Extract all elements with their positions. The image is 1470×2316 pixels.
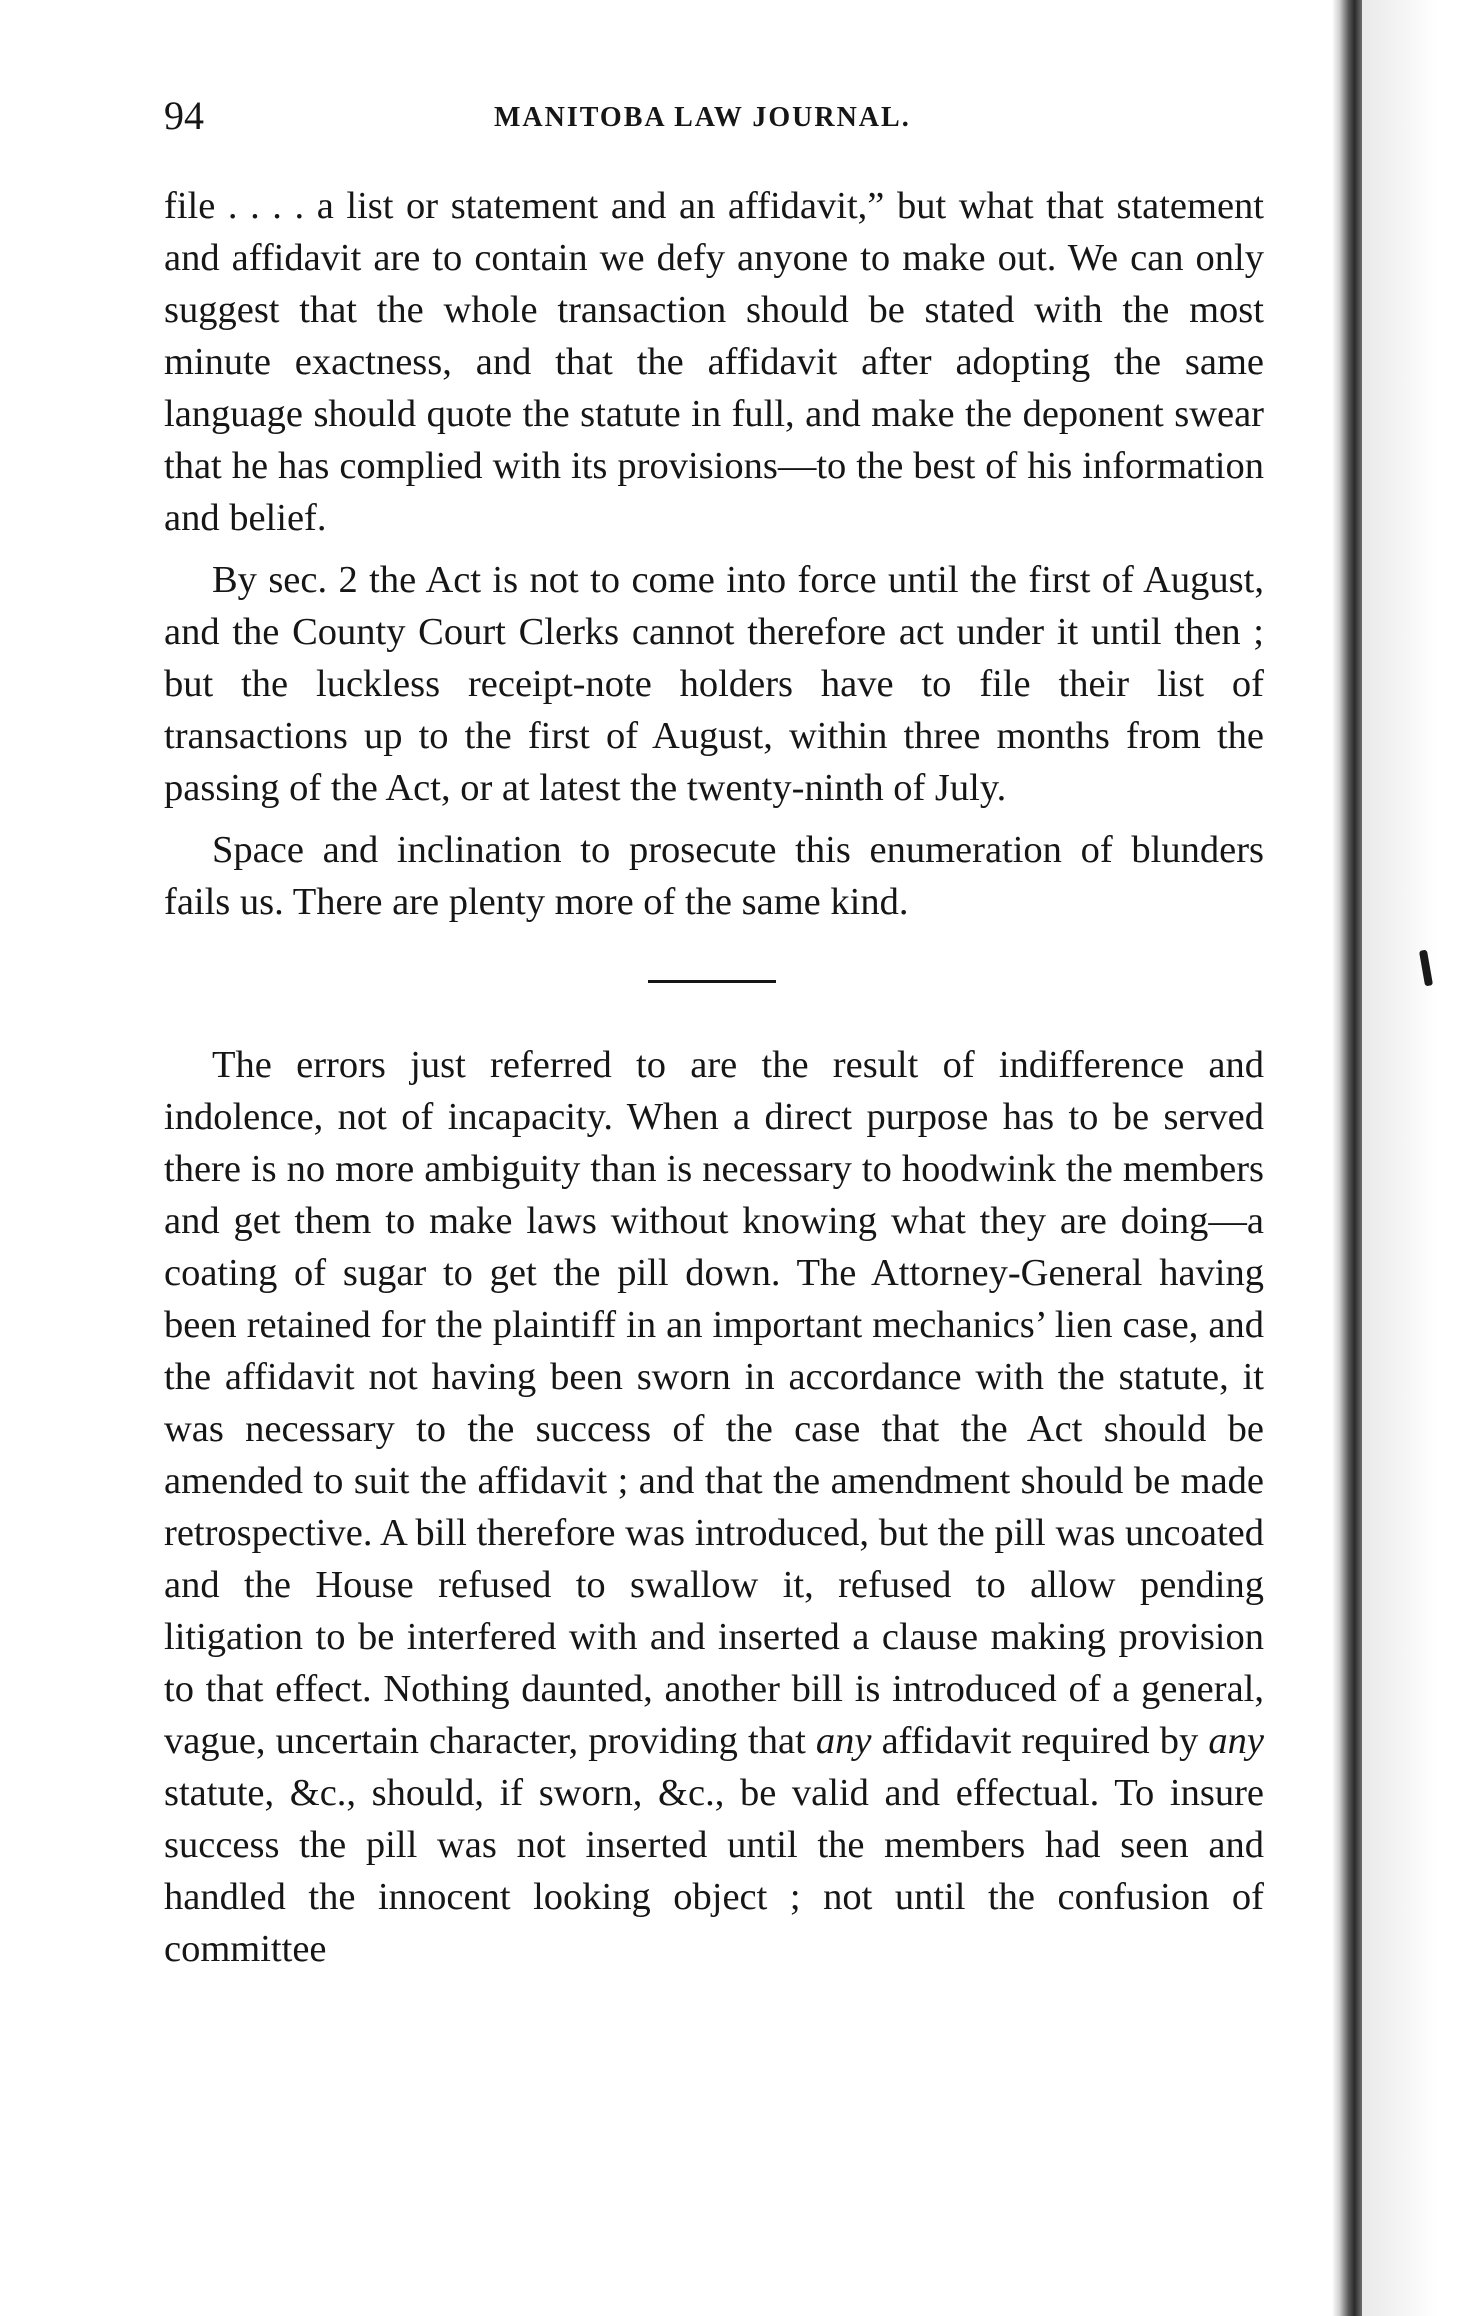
running-head: MANITOBA LAW JOURNAL. — [494, 102, 911, 133]
paragraph-text: affidavit required by — [871, 1720, 1209, 1762]
paragraph: file . . . . a list or statement and an affidavit,” but what that statement and affidavit are to contain we defy anyone to make out. We can only suggest that the whole transaction should be stated with the most minute exactness, and that the affidavit after adopting the same language should quote the statute in full, and make the deponent swear that he has complied with its provisions—to the best of his information and belief. — [164, 185, 1264, 539]
paragraph-text: The errors just referred to are the result of indifference and indolence, not of incapacity. When a direct purpose has to be served there is no more ambiguity than is necessary to hoodwink the members and get them to make laws without knowing what they are doing—a coating of sugar to get the pill down. The Attorney-General having been retained for the plaintiff in an important mechanics’ lien case, and the affidavit not having been sworn in accordance with the statute, it was necessary to the success of the case that the Act should be amended to suit the affidavit ; and that the amendment should be made retrospective. A bill therefore was introduced, but the pill was uncoated and the House refused to swallow it, refused to allow pending litigation to be interfered with and inserted a clause making provision to that effect. Nothing daunted, another bill is introduced of a general, vague, uncertain character, providing that — [164, 1044, 1264, 1762]
paragraph: Space and inclination to prosecute this enumeration of blunders fails us. There are plenty more of the same kind. — [164, 829, 1264, 923]
emphasis: any — [1208, 1720, 1264, 1762]
page-number: 94 — [164, 93, 204, 138]
paragraph — [164, 1039, 1264, 1975]
body-text — [164, 180, 1264, 1985]
emphasis: any — [815, 1720, 872, 1762]
section-divider — [648, 980, 776, 983]
page-header — [164, 92, 1264, 152]
scan-margin — [1362, 0, 1470, 2316]
paragraph-text: statute, &c., should, if sworn, &c., be valid and effectual. To insure success the pill was not inserted until the members had seen and handled the innocent looking object ; not until the confusion of committee — [164, 1772, 1264, 1970]
scan-binding-edge — [1332, 0, 1362, 2316]
paragraph: By sec. 2 the Act is not to come into force until the first of August, and the County Court Clerks cannot therefore act under it until then ; but the luckless receipt-note holders have to file their list of transactions up to the first of August, within three months from the passing of the Act, or at latest the twenty-ninth of July. — [164, 559, 1264, 809]
